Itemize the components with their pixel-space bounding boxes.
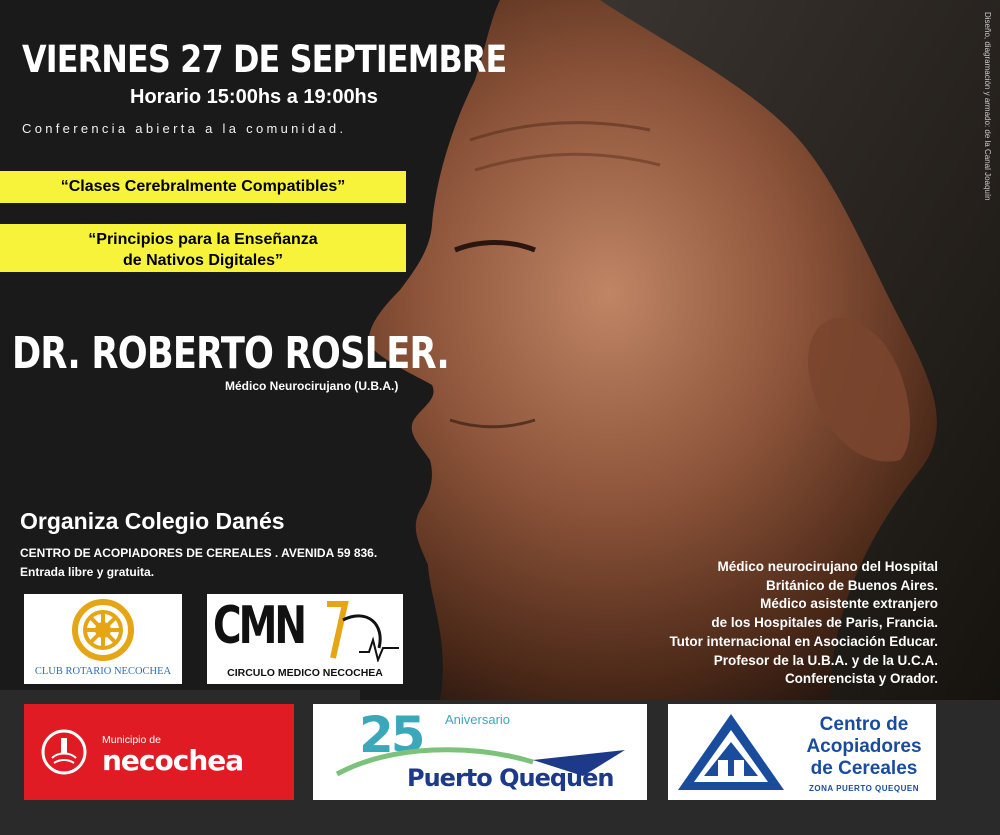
talk-title-1 — [0, 171, 406, 203]
event-time: Horario 15:00hs a 19:00hs — [130, 86, 378, 108]
bio-line: Británico de Buenos Aires. — [765, 577, 938, 593]
speaker-bio — [580, 558, 938, 689]
acopiadores-emblem-icon — [674, 710, 788, 796]
speaker-name: DR. ROBERTO ROSLER. — [12, 328, 450, 379]
bio-line: Conferencista y Orador. — [784, 671, 938, 687]
event-date: VIERNES 27 DE SEPTIEMBRE — [22, 38, 507, 81]
bio-line: Médico asistente extranjero — [760, 596, 938, 612]
cmn-logo — [207, 594, 403, 684]
organizer: Organiza Colegio Danés — [20, 508, 285, 534]
heartbeat-icon — [323, 600, 401, 662]
rotary-name: CLUB ROTARIO NECOCHEA — [34, 666, 172, 677]
acopiadores-zone: ZONA PUERTO QUEQUEN — [809, 784, 919, 793]
speaker-title: Médico Neurocirujano (U.B.A.) — [225, 379, 399, 393]
municipio-logo — [24, 704, 294, 800]
acopiadores-line-2: Acopiadores — [806, 736, 922, 757]
municipio-subtitle: Municipio de — [102, 734, 161, 746]
design-credit: Diseño, diagramación y armado: de la Canal Joaquín — [983, 12, 992, 201]
conference-note: Conferencia abierta a la comunidad. — [22, 121, 347, 136]
anniversary-number: 25 — [359, 706, 423, 764]
acopiadores-line-3: de Cereales — [810, 758, 918, 779]
talk-title-2-line-2: de Nativos Digitales” — [122, 252, 284, 269]
cmn-letters: CMN — [213, 596, 305, 656]
rotary-logo — [24, 594, 182, 684]
venue-address: CENTRO DE ACOPIADORES DE CEREALES . AVENIDA 59 836. — [20, 546, 378, 560]
acopiadores-line-1: Centro de — [819, 714, 909, 735]
puerto-name: Puerto Quequén — [407, 764, 614, 792]
anniversary-label: Aniversario — [445, 712, 511, 727]
talk-title-2-line-1: “Principios para la Enseñanza — [88, 231, 318, 248]
municipal-seal-icon — [40, 728, 88, 776]
acopiadores-name — [792, 714, 936, 780]
rotary-wheel-icon — [24, 594, 182, 666]
entry-note: Entrada libre y gratuita. — [20, 565, 155, 579]
bio-line: de los Hospitales de Paris, Francia. — [711, 615, 938, 631]
talk-title-2 — [0, 224, 406, 272]
bio-line: Profesor de la U.B.A. y de la U.C.A. — [713, 652, 938, 668]
bio-line: Tutor internacional en Asociación Educar. — [669, 633, 938, 649]
cmn-name: CIRCULO MEDICO NECOCHEA — [227, 667, 383, 679]
municipio-name: necochea — [102, 744, 244, 777]
puerto-quequen-logo — [313, 704, 647, 800]
bio-line: Médico neurocirujano del Hospital — [717, 559, 938, 574]
talk-title-1-text: “Clases Cerebralmente Compatibles” — [60, 178, 346, 195]
acopiadores-logo — [668, 704, 936, 800]
